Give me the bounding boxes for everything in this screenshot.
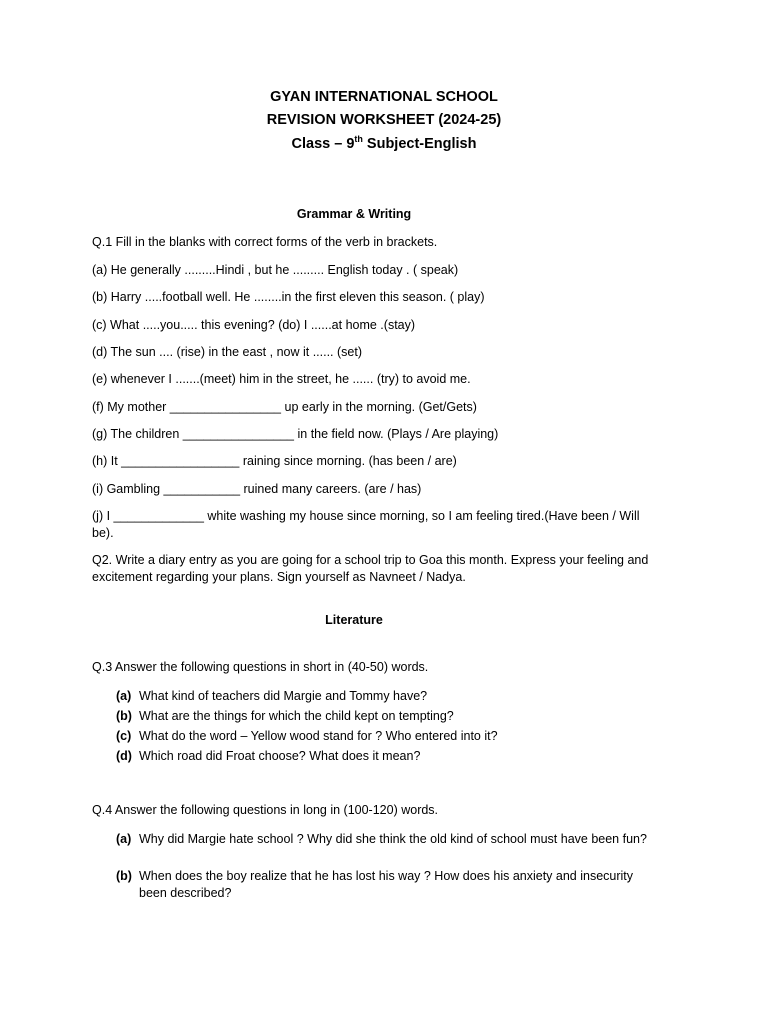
question-4-item-a: [116, 831, 656, 848]
item-label: (a): [116, 832, 132, 846]
class-superscript: th: [354, 134, 363, 144]
question-4-item-b: [116, 868, 656, 902]
question-4: Q.4 Answer the following questions in long in (100-120) words.: [92, 803, 439, 817]
item-text: What kind of teachers did Margie and Tommy have?: [139, 689, 428, 703]
question-1-item-d: (d) The sun .... (rise) in the east , now it ...... (set): [92, 345, 363, 359]
item-label: (b): [116, 869, 132, 883]
worksheet-title: REVISION WORKSHEET (2024-25): [266, 112, 502, 128]
question-1-item-c: (c) What .....you..... this evening? (do) I ......at home .(stay): [92, 318, 416, 332]
item-label: (a): [116, 689, 132, 703]
question-1: Q.1 Fill in the blanks with correct forms of the verb in brackets.: [92, 235, 438, 249]
question-1-item-g: (g) The children ________________ in the field now. (Plays / Are playing): [92, 427, 499, 441]
question-1-item-i: (i) Gambling ___________ ruined many careers. (are / has): [92, 482, 422, 496]
question-1-item-a: (a) He generally .........Hindi , but he ......... English today . ( speak): [92, 263, 459, 277]
item-text: When does the boy realize that he has lost his way ? How does his anxiety and insecurity been described?: [139, 869, 634, 900]
section-title-grammar: Grammar & Writing: [296, 207, 412, 221]
item-label: (d): [116, 749, 132, 763]
question-1-item-h: (h) It _________________ raining since morning. (has been / are): [92, 454, 457, 468]
item-label: (c): [116, 729, 132, 743]
item-text: Why did Margie hate school ? Why did she think the old kind of school must have been fun?: [139, 832, 647, 846]
question-2: Q2. Write a diary entry as you are going for a school trip to Goa this month. Express your feeling and excitement regarding your plans. Sign yourself as Navneet / Nadya.: [92, 553, 649, 584]
item-text: What are the things for which the child kept on tempting?: [139, 709, 454, 723]
question-3-item-b: [116, 708, 656, 725]
question-1-item-e: (e) whenever I .......(meet) him in the street, he ...... (try) to avoid me.: [92, 372, 471, 386]
question-3: Q.3 Answer the following questions in short in (40-50) words.: [92, 660, 429, 674]
item-text: Which road did Froat choose? What does it mean?: [139, 749, 421, 763]
class-subject-line: [0, 134, 768, 152]
class-prefix: Class – 9: [291, 135, 355, 152]
question-3-item-c: [116, 728, 656, 745]
question-3-item-d: [116, 748, 656, 765]
subject-label: Subject-English: [362, 135, 477, 152]
item-text: What do the word – Yellow wood stand for ? Who entered into it?: [139, 729, 498, 743]
question-1-item-f: (f) My mother ________________ up early in the morning. (Get/Gets): [92, 400, 477, 414]
question-1-item-j: (j) I _____________ white washing my house since morning, so I am feeling tired.(Have been / Will be).: [92, 509, 640, 540]
item-label: (b): [116, 709, 132, 723]
school-name: GYAN INTERNATIONAL SCHOOL: [270, 89, 498, 105]
section-title-literature: Literature: [325, 613, 383, 627]
question-1-item-b: (b) Harry .....football well. He ........in the first eleven this season. ( play): [92, 290, 485, 304]
question-3-item-a: [116, 688, 656, 705]
